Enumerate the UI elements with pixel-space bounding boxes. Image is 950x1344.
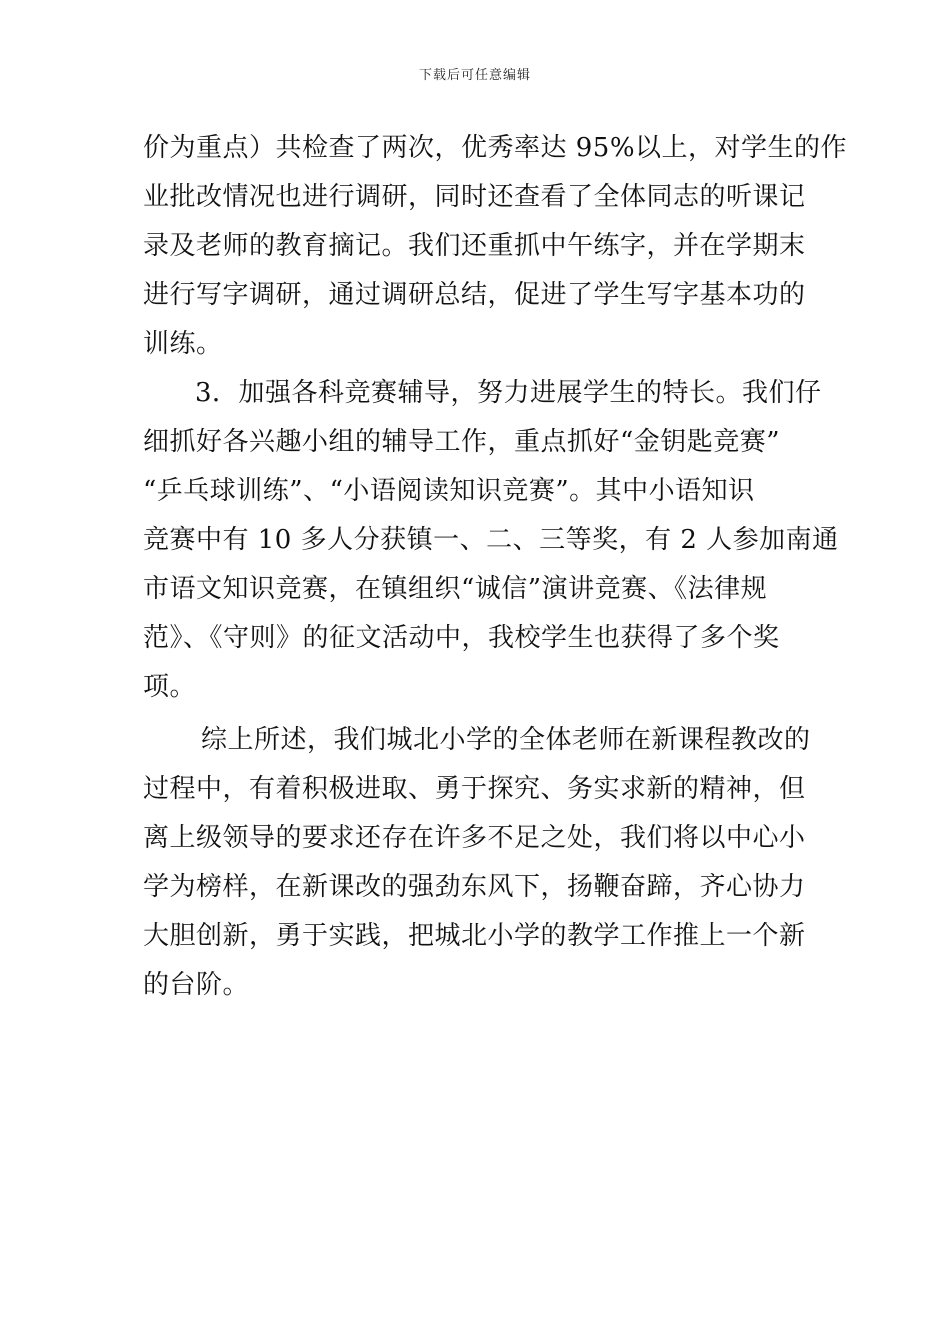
text-line: 业批改情况也进行调研，同时还查看了全体同志的听课记 xyxy=(143,182,806,212)
text-line: 3．加强各科竞赛辅导，努力进展学生的特长。我们仔 xyxy=(195,378,822,408)
text-line: 录及老师的教育摘记。我们还重抓中午练字，并在学期末 xyxy=(143,231,806,261)
text-line: 市语文知识竞赛，在镇组织“诚信”演讲竞赛、《法律规 xyxy=(143,574,768,604)
text-line: 学为榜样，在新课改的强劲东风下，扬鞭奋蹄，齐心协力 xyxy=(143,872,806,902)
text-line: “乒乓球训练”、“小语阅读知识竞赛”。其中小语知识 xyxy=(143,476,755,506)
text-line: 范》、《守则》的征文活动中，我校学生也获得了多个奖 xyxy=(143,623,780,653)
text-line: 训练。 xyxy=(143,329,223,359)
paragraph-3 xyxy=(143,716,809,1010)
document-body xyxy=(143,124,848,1010)
text-line: 综上所述，我们城北小学的全体老师在新课程教改的 xyxy=(201,725,811,755)
page-header: 下载后可任意编辑 xyxy=(418,68,531,83)
text-line: 的台阶。 xyxy=(143,970,250,1000)
paragraph-1 xyxy=(143,124,848,369)
text-line: 价为重点）共检查了两次，优秀率达 95%以上，对学生的作 xyxy=(143,133,848,163)
text-line: 细抓好各兴趣小组的辅导工作，重点抓好“金钥匙竞赛” xyxy=(143,427,781,457)
text-line: 进行写字调研，通过调研总结，促进了学生写字基本功的 xyxy=(143,280,806,310)
text-line: 大胆创新，勇于实践，把城北小学的教学工作推上一个新 xyxy=(143,921,806,951)
text-line: 竞赛中有 10 多人分获镇一、二、三等奖，有 2 人参加南通 xyxy=(143,525,839,555)
text-line: 过程中，有着积极进取、勇于探究、务实求新的精神，但 xyxy=(143,774,806,804)
text-line: 离上级领导的要求还存在许多不足之处，我们将以中心小 xyxy=(143,823,806,853)
paragraph-2 xyxy=(143,369,839,712)
text-line: 项。 xyxy=(143,672,197,702)
